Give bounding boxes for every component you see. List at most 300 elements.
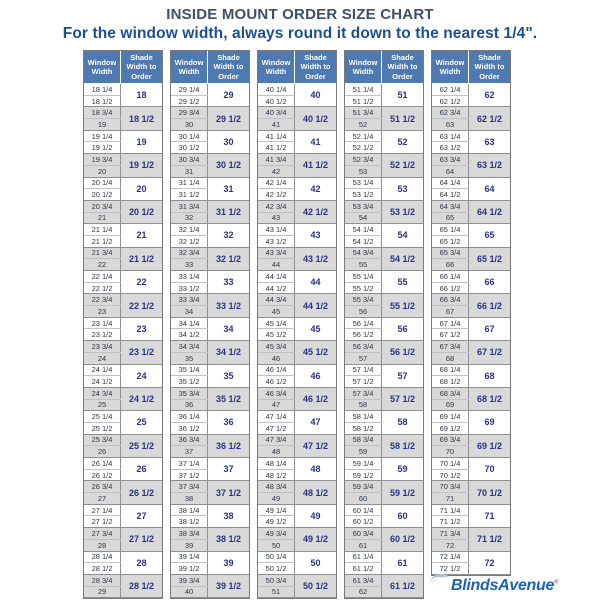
- window-width-cell: 39 3/4: [171, 574, 208, 586]
- window-width-cell: 56 1/4: [345, 317, 382, 329]
- window-width-cell: 72 1/4: [432, 551, 469, 563]
- shade-width-cell: 30 1/2: [215, 160, 242, 171]
- shade-width-cell: 59 1/2: [389, 487, 416, 498]
- shade-width-cell: 46 1/2: [302, 394, 329, 405]
- window-width-cell: 39 1/4: [171, 551, 208, 563]
- window-width-cell: 42 1/2: [258, 189, 295, 201]
- shade-width-cell: 63 1/2: [476, 160, 503, 171]
- window-width-cell: 30 1/4: [171, 130, 208, 142]
- size-group: [345, 434, 423, 457]
- cloud-swoosh-icon: [428, 573, 450, 591]
- size-group: [432, 247, 510, 270]
- window-width-cell: 70 3/4: [432, 481, 469, 493]
- window-width-cell: 43 1/2: [258, 235, 295, 247]
- shade-width-cell: 57 1/2: [389, 394, 416, 405]
- shade-width-cell: 61 1/2: [389, 581, 416, 592]
- size-group: [171, 481, 249, 504]
- size-group: [84, 271, 162, 294]
- size-group: [171, 84, 249, 107]
- window-width-cell: 42 3/4: [258, 200, 295, 212]
- size-group: [258, 247, 336, 270]
- window-width-cell: 40: [171, 586, 208, 598]
- size-group: [171, 130, 249, 153]
- window-width-cell: 70: [432, 446, 469, 458]
- size-group: [345, 247, 423, 270]
- window-width-cell: 18 1/4: [84, 84, 121, 96]
- shade-width-cell: 56: [397, 323, 408, 334]
- size-group: [258, 200, 336, 223]
- shade-width-header: Shade Width to Order: [382, 51, 424, 84]
- window-width-cell: 31 3/4: [171, 200, 208, 212]
- window-width-cell: 66 1/4: [432, 271, 469, 283]
- window-width-cell: 70 1/4: [432, 458, 469, 470]
- size-group: [432, 224, 510, 247]
- size-group: [258, 411, 336, 434]
- size-group: [171, 271, 249, 294]
- size-group: [84, 411, 162, 434]
- window-width-cell: 23: [84, 306, 121, 318]
- window-width-cell: 48 3/4: [258, 481, 295, 493]
- shade-width-cell: 31: [223, 183, 234, 194]
- size-group: [258, 481, 336, 504]
- shade-width-cell: 44: [310, 277, 321, 288]
- window-width-cell: 38: [171, 493, 208, 505]
- size-group: [432, 387, 510, 410]
- window-width-cell: 34 1/4: [171, 317, 208, 329]
- size-group: [84, 387, 162, 410]
- window-width-cell: 62 3/4: [432, 107, 469, 119]
- size-group: [345, 107, 423, 130]
- window-width-cell: 31: [171, 165, 208, 177]
- size-group: [432, 200, 510, 223]
- window-width-cell: 46 1/2: [258, 376, 295, 388]
- window-width-cell: 27 3/4: [84, 528, 121, 540]
- window-width-cell: 34 1/2: [171, 329, 208, 341]
- window-width-cell: 36 1/4: [171, 411, 208, 423]
- size-group: [84, 504, 162, 527]
- shade-width-cell: 54: [397, 230, 408, 241]
- size-group: [258, 574, 336, 597]
- shade-width-cell: 45 1/2: [302, 347, 329, 358]
- window-width-cell: 60 1/4: [345, 504, 382, 516]
- shade-width-cell: 26 1/2: [128, 487, 155, 498]
- window-width-cell: 53 1/2: [345, 189, 382, 201]
- window-width-cell: 62 1/4: [432, 84, 469, 96]
- registered-mark: ®: [554, 579, 559, 586]
- window-width-cell: 37 1/2: [171, 469, 208, 481]
- size-group: [345, 154, 423, 177]
- shade-width-cell: 31 1/2: [215, 207, 242, 218]
- size-group: [345, 458, 423, 481]
- window-width-cell: 32: [171, 212, 208, 224]
- window-width-cell: 54: [345, 212, 382, 224]
- window-width-cell: 63 3/4: [432, 154, 469, 166]
- window-width-cell: 23 1/4: [84, 317, 121, 329]
- size-group: [345, 294, 423, 317]
- window-width-cell: 44 3/4: [258, 294, 295, 306]
- shade-width-cell: 28 1/2: [128, 581, 155, 592]
- size-group: [345, 481, 423, 504]
- size-group: [258, 551, 336, 574]
- window-width-cell: 38 1/2: [171, 516, 208, 528]
- size-group: [171, 317, 249, 340]
- size-group: [258, 364, 336, 387]
- size-group: [345, 84, 423, 107]
- shade-width-cell: 20: [136, 183, 147, 194]
- window-width-cell: 48 1/4: [258, 458, 295, 470]
- shade-width-cell: 22: [136, 277, 147, 288]
- shade-width-cell: 67: [484, 323, 495, 334]
- window-width-cell: 51: [258, 586, 295, 598]
- size-group: [345, 200, 423, 223]
- window-width-cell: 69 3/4: [432, 434, 469, 446]
- shade-width-cell: 63: [484, 136, 495, 147]
- shade-width-cell: 61: [397, 557, 408, 568]
- window-width-cell: 42 1/4: [258, 177, 295, 189]
- size-group: [432, 411, 510, 434]
- window-width-cell: 20 1/4: [84, 177, 121, 189]
- window-width-cell: 67 1/4: [432, 317, 469, 329]
- size-group: [345, 528, 423, 551]
- window-width-cell: 44: [258, 259, 295, 271]
- size-group: [258, 504, 336, 527]
- size-group: [171, 341, 249, 364]
- shade-width-cell: 66: [484, 277, 495, 288]
- size-group: [171, 200, 249, 223]
- shade-width-cell: 62: [484, 90, 495, 101]
- size-group: [432, 364, 510, 387]
- size-group: [432, 271, 510, 294]
- window-width-cell: 45 3/4: [258, 341, 295, 353]
- size-group: [84, 551, 162, 574]
- shade-width-cell: 45: [310, 323, 321, 334]
- window-width-cell: 24 1/4: [84, 364, 121, 376]
- shade-width-cell: 21: [136, 230, 147, 241]
- window-width-cell: 21 1/2: [84, 235, 121, 247]
- shade-width-cell: 38: [223, 510, 234, 521]
- shade-width-cell: 19: [136, 136, 147, 147]
- size-group: [84, 317, 162, 340]
- shade-width-cell: 50 1/2: [302, 581, 329, 592]
- shade-width-cell: 28: [136, 557, 147, 568]
- window-width-cell: 52: [345, 119, 382, 131]
- window-width-cell: 26: [84, 446, 121, 458]
- shade-width-cell: 44 1/2: [302, 300, 329, 311]
- shade-width-cell: 36 1/2: [215, 440, 242, 451]
- size-group: [258, 317, 336, 340]
- size-table-grid: [345, 51, 423, 598]
- window-width-cell: 47 1/4: [258, 411, 295, 423]
- window-width-cell: 53 3/4: [345, 200, 382, 212]
- window-width-cell: 23 3/4: [84, 341, 121, 353]
- shade-width-header: Shade Width to Order: [121, 51, 163, 84]
- window-width-cell: 63: [432, 119, 469, 131]
- shade-width-header: Shade Width to Order: [295, 51, 337, 84]
- window-width-cell: 20 1/2: [84, 189, 121, 201]
- window-width-cell: 22 1/4: [84, 271, 121, 283]
- window-width-cell: 29 1/4: [171, 84, 208, 96]
- window-width-cell: 59: [345, 446, 382, 458]
- shade-width-cell: 22 1/2: [128, 300, 155, 311]
- window-width-cell: 68 3/4: [432, 387, 469, 399]
- shade-width-cell: 37 1/2: [215, 487, 242, 498]
- window-width-cell: 55: [345, 259, 382, 271]
- window-width-cell: 46: [258, 352, 295, 364]
- size-group: [171, 411, 249, 434]
- size-group: [84, 294, 162, 317]
- shade-width-cell: 54 1/2: [389, 253, 416, 264]
- size-table-grid: [258, 51, 336, 598]
- size-table-grid: [171, 51, 249, 598]
- window-width-cell: 27 1/2: [84, 516, 121, 528]
- window-width-cell: 35: [171, 352, 208, 364]
- shade-width-cell: 30: [223, 136, 234, 147]
- window-width-header: Window Width: [84, 51, 121, 84]
- shade-width-cell: 19 1/2: [128, 160, 155, 171]
- window-width-cell: 19 1/2: [84, 142, 121, 154]
- shade-width-cell: 70 1/2: [476, 487, 503, 498]
- window-width-cell: 64 1/2: [432, 189, 469, 201]
- window-width-cell: 54 1/4: [345, 224, 382, 236]
- shade-width-cell: 24 1/2: [128, 394, 155, 405]
- window-width-cell: 45: [258, 306, 295, 318]
- window-width-cell: 36 1/2: [171, 422, 208, 434]
- window-width-cell: 60 1/2: [345, 516, 382, 528]
- size-group: [84, 200, 162, 223]
- window-width-cell: 31 1/2: [171, 189, 208, 201]
- window-width-cell: 55 1/4: [345, 271, 382, 283]
- shade-width-cell: 49: [310, 510, 321, 521]
- size-group: [345, 224, 423, 247]
- window-width-cell: 18 3/4: [84, 107, 121, 119]
- shade-width-cell: 26: [136, 464, 147, 475]
- size-group: [432, 528, 510, 551]
- window-width-cell: 29: [84, 586, 121, 598]
- shade-width-cell: 68: [484, 370, 495, 381]
- size-table-3: [257, 50, 337, 599]
- size-group: [84, 84, 162, 107]
- shade-width-cell: 32: [223, 230, 234, 241]
- size-group: [432, 84, 510, 107]
- window-width-cell: 57: [345, 352, 382, 364]
- shade-width-cell: 70: [484, 464, 495, 475]
- window-width-cell: 69: [432, 399, 469, 411]
- window-width-cell: 39 1/2: [171, 563, 208, 575]
- size-group: [345, 177, 423, 200]
- size-table-1: [83, 50, 163, 599]
- shade-width-cell: 37: [223, 464, 234, 475]
- rounding-instruction: For the window width, always round it down to the nearest 1/4".: [62, 25, 538, 42]
- shade-width-cell: 34 1/2: [215, 347, 242, 358]
- shade-width-cell: 20 1/2: [128, 207, 155, 218]
- shade-width-cell: 24: [136, 370, 147, 381]
- shade-width-cell: 67 1/2: [476, 347, 503, 358]
- window-width-cell: 19 1/4: [84, 130, 121, 142]
- window-width-cell: 62 1/2: [432, 95, 469, 107]
- window-width-cell: 70 1/2: [432, 469, 469, 481]
- window-width-cell: 24: [84, 352, 121, 364]
- window-width-cell: 26 1/2: [84, 469, 121, 481]
- window-width-cell: 71 3/4: [432, 528, 469, 540]
- size-group: [258, 528, 336, 551]
- shade-width-cell: 64: [484, 183, 495, 194]
- window-width-cell: 67: [432, 306, 469, 318]
- window-width-cell: 33 1/2: [171, 282, 208, 294]
- window-width-cell: 58: [345, 399, 382, 411]
- window-width-header: Window Width: [171, 51, 208, 84]
- window-width-cell: 58 1/2: [345, 422, 382, 434]
- window-width-cell: 67 3/4: [432, 341, 469, 353]
- shade-width-cell: 60 1/2: [389, 534, 416, 545]
- window-width-cell: 40 1/4: [258, 84, 295, 96]
- shade-width-cell: 42 1/2: [302, 207, 329, 218]
- shade-width-cell: 48: [310, 464, 321, 475]
- shade-width-cell: 18: [136, 90, 147, 101]
- size-table-5: [431, 50, 511, 576]
- window-width-cell: 61: [345, 539, 382, 551]
- shade-width-cell: 40 1/2: [302, 113, 329, 124]
- size-group: [258, 387, 336, 410]
- window-width-cell: 47 3/4: [258, 434, 295, 446]
- window-width-cell: 38 1/4: [171, 504, 208, 516]
- window-width-cell: 28 1/2: [84, 563, 121, 575]
- size-group: [84, 107, 162, 130]
- shade-width-cell: 21 1/2: [128, 253, 155, 264]
- window-width-cell: 55 1/2: [345, 282, 382, 294]
- shade-width-cell: 29 1/2: [215, 113, 242, 124]
- shade-width-cell: 29: [223, 90, 234, 101]
- window-width-cell: 21: [84, 212, 121, 224]
- size-group: [258, 130, 336, 153]
- window-width-cell: 49 1/2: [258, 516, 295, 528]
- shade-width-cell: 55 1/2: [389, 300, 416, 311]
- size-group: [171, 154, 249, 177]
- size-group: [345, 574, 423, 597]
- shade-width-cell: 39: [223, 557, 234, 568]
- window-width-cell: 56 3/4: [345, 341, 382, 353]
- shade-width-cell: 32 1/2: [215, 253, 242, 264]
- window-width-cell: 52 1/4: [345, 130, 382, 142]
- window-width-cell: 57 1/4: [345, 364, 382, 376]
- window-width-cell: 22: [84, 259, 121, 271]
- window-width-cell: 36 3/4: [171, 434, 208, 446]
- window-width-cell: 59 3/4: [345, 481, 382, 493]
- window-width-cell: 41 1/4: [258, 130, 295, 142]
- page-title: INSIDE MOUNT ORDER SIZE CHART: [166, 6, 434, 23]
- size-group: [258, 341, 336, 364]
- shade-width-cell: 66 1/2: [476, 300, 503, 311]
- shade-width-cell: 27: [136, 510, 147, 521]
- window-width-cell: 50 3/4: [258, 574, 295, 586]
- size-group: [171, 528, 249, 551]
- shade-width-cell: 47 1/2: [302, 440, 329, 451]
- window-width-cell: 27: [84, 493, 121, 505]
- window-width-cell: 32 1/4: [171, 224, 208, 236]
- window-width-cell: 31 1/4: [171, 177, 208, 189]
- size-group: [432, 481, 510, 504]
- window-width-cell: 64 1/4: [432, 177, 469, 189]
- shade-width-cell: 71: [484, 510, 495, 521]
- window-width-cell: 46 1/4: [258, 364, 295, 376]
- window-width-cell: 71 1/2: [432, 516, 469, 528]
- size-group: [432, 177, 510, 200]
- window-width-cell: 58 1/4: [345, 411, 382, 423]
- window-width-cell: 72: [432, 539, 469, 551]
- size-group: [432, 504, 510, 527]
- window-width-cell: 37 1/4: [171, 458, 208, 470]
- size-group: [171, 551, 249, 574]
- window-width-cell: 63 1/2: [432, 142, 469, 154]
- shade-width-cell: 64 1/2: [476, 207, 503, 218]
- shade-width-cell: 56 1/2: [389, 347, 416, 358]
- window-width-cell: 66: [432, 259, 469, 271]
- window-width-cell: 71: [432, 493, 469, 505]
- window-width-cell: 50 1/4: [258, 551, 295, 563]
- window-width-cell: 52 1/2: [345, 142, 382, 154]
- window-width-cell: 24 1/2: [84, 376, 121, 388]
- window-width-cell: 19 3/4: [84, 154, 121, 166]
- window-width-cell: 23 1/2: [84, 329, 121, 341]
- window-width-cell: 45 1/2: [258, 329, 295, 341]
- window-width-cell: 51 3/4: [345, 107, 382, 119]
- size-group: [258, 271, 336, 294]
- size-group: [432, 551, 510, 574]
- shade-width-header: Shade Width to Order: [469, 51, 511, 84]
- window-width-cell: 72 1/2: [432, 563, 469, 575]
- size-group: [171, 574, 249, 597]
- window-width-cell: 53 1/4: [345, 177, 382, 189]
- size-group: [171, 177, 249, 200]
- window-width-cell: 33 1/4: [171, 271, 208, 283]
- window-width-cell: 68: [432, 352, 469, 364]
- window-width-cell: 33 3/4: [171, 294, 208, 306]
- size-group: [171, 504, 249, 527]
- shade-width-cell: 38 1/2: [215, 534, 242, 545]
- window-width-cell: 54 3/4: [345, 247, 382, 259]
- shade-width-cell: 49 1/2: [302, 534, 329, 545]
- window-width-cell: 54 1/2: [345, 235, 382, 247]
- window-width-cell: 34: [171, 306, 208, 318]
- shade-width-cell: 50: [310, 557, 321, 568]
- shade-width-cell: 52: [397, 136, 408, 147]
- shade-width-cell: 36: [223, 417, 234, 428]
- window-width-cell: 69 1/4: [432, 411, 469, 423]
- size-group: [345, 504, 423, 527]
- window-width-cell: 51 1/4: [345, 84, 382, 96]
- window-width-cell: 71 1/4: [432, 504, 469, 516]
- window-width-cell: 32 3/4: [171, 247, 208, 259]
- window-width-cell: 36: [171, 399, 208, 411]
- size-group: [171, 294, 249, 317]
- size-group: [84, 154, 162, 177]
- size-group: [432, 154, 510, 177]
- window-width-cell: 25: [84, 399, 121, 411]
- shade-width-cell: 41 1/2: [302, 160, 329, 171]
- window-width-cell: 28 1/4: [84, 551, 121, 563]
- size-group: [432, 107, 510, 130]
- window-width-cell: 66 3/4: [432, 294, 469, 306]
- size-group: [345, 317, 423, 340]
- shade-width-cell: 42: [310, 183, 321, 194]
- window-width-cell: 25 3/4: [84, 434, 121, 446]
- window-width-header: Window Width: [432, 51, 469, 84]
- window-width-cell: 41 1/2: [258, 142, 295, 154]
- size-group: [345, 387, 423, 410]
- window-width-cell: 20: [84, 165, 121, 177]
- window-width-cell: 27 1/4: [84, 504, 121, 516]
- window-width-cell: 25 1/4: [84, 411, 121, 423]
- size-group: [84, 528, 162, 551]
